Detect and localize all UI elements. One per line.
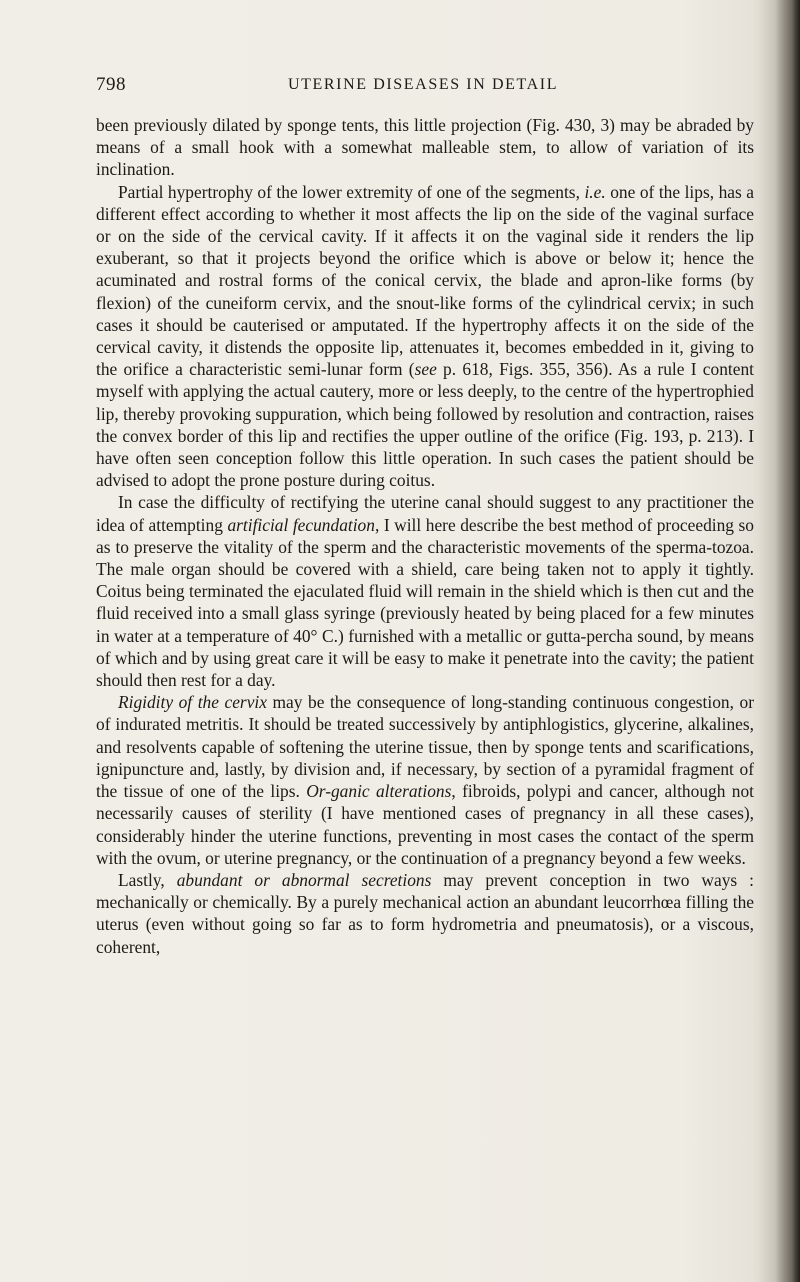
italic-text: Rigidity of the cervix bbox=[118, 692, 267, 713]
paragraph bbox=[96, 691, 754, 869]
italic-text: see bbox=[414, 359, 437, 380]
paragraph bbox=[96, 491, 754, 691]
text-run: In case the difficulty of rectifying the uterine canal should suggest to any practitioner the idea of attempting bbox=[96, 492, 754, 535]
paragraph bbox=[96, 181, 754, 492]
text-run: may be the consequence of long-standing continuous congestion, or of indurated metritis. It should be treated successively by antiphlogistics, glycerine, alkalines, and resolvents capable of softening the uterine tissue, then by sponge tents and scarifications, ignipuncture and, lastly, by division and, if necessary, by section of a pyramidal fragment of the tissue of one of the lips. bbox=[96, 692, 754, 802]
italic-text: Or-ganic alterations bbox=[306, 781, 452, 802]
paragraph bbox=[96, 869, 754, 958]
text-run: , I will here describe the best method of proceeding so as to preserve the vitality of the sperm and the characteristic movements of the sperma-tozoa. The male organ should be covered with a shield, care being taken not to apply it tightly. Coitus being terminated the ejaculated fluid will remain in the shield which is then cut and the fluid received into a small glass syringe (previously heated by being placed for a few minutes in water at a temperature of 40° C.) furnished with a metallic or gutta-percha sound, by means of which and by using great care it will be easy to make it penetrate into the cavity; the patient should then rest for a day. bbox=[96, 514, 754, 691]
italic-text: i.e. bbox=[584, 181, 606, 202]
paragraph bbox=[96, 114, 754, 181]
text-run: Lastly, bbox=[118, 869, 177, 890]
text-run: , fibroids, polypi and cancer, although not necessarily causes of sterility (I have mentioned cases of pregnancy in all these cases), considerably hinder the uterine functions, preventing in most cases the contact of the sperm with the ovum, or uterine pregnancy, or the continuation of a pregnancy beyond a few weeks. bbox=[96, 781, 754, 868]
running-title: UTERINE DISEASES IN DETAIL bbox=[288, 76, 559, 93]
text-run: been previously dilated by sponge tents, this little projection (Fig. 430, 3) may be abraded by means of a small hook with a somewhat malleable stem, to allow of variation of its inclination. bbox=[96, 115, 754, 180]
page-header bbox=[96, 74, 756, 100]
page-number: 798 bbox=[96, 74, 126, 95]
body-text bbox=[96, 114, 754, 958]
text-run: may prevent conception in two ways : mechanically or chemically. By a purely mechanical action an abundant leucorrhœa filling the uterus (even without going so far as to form hydrometria and pneumatosis), or a viscous, coherent, bbox=[96, 869, 754, 957]
italic-text: artificial fecundation bbox=[227, 514, 375, 535]
text-run: one of the lips, has a different effect according to whether it most affects the lip on the side of the vaginal surface or on the side of the cervical cavity. If it affects it on the vaginal side it renders the lip exuberant, so that it projects beyond the orifice which is above or below it; hence the acuminated and rostral forms of the conical cervix, the blade and apron-like forms (by flexion) of the cuneiform cervix, and the snout-like forms of the cylindrical cervix; in such cases it should be cauterised or amputated. If the hypertrophy affects it on the side of the cervical cavity, it distends the opposite lip, attenuates it, becomes embedded in it, giving to the orifice a characteristic semi-lunar form ( bbox=[96, 181, 754, 380]
binding-edge-shadow bbox=[758, 0, 800, 1282]
text-run: p. 618, Figs. 355, 356). As a rule I content myself with applying the actual cautery, more or less deeply, to the centre of the hypertrophied lip, thereby provoking suppuration, which being followed by resolution and contraction, raises the convex border of this lip and rectifies the upper outline of the orifice (Fig. 193, p. 213). I have often seen conception follow this little operation. In such cases the patient should be advised to adopt the prone posture during coitus. bbox=[96, 359, 754, 491]
italic-text: abundant or abnormal secretions bbox=[176, 869, 432, 890]
text-run: Partial hypertrophy of the lower extremity of one of the segments, bbox=[118, 181, 585, 202]
